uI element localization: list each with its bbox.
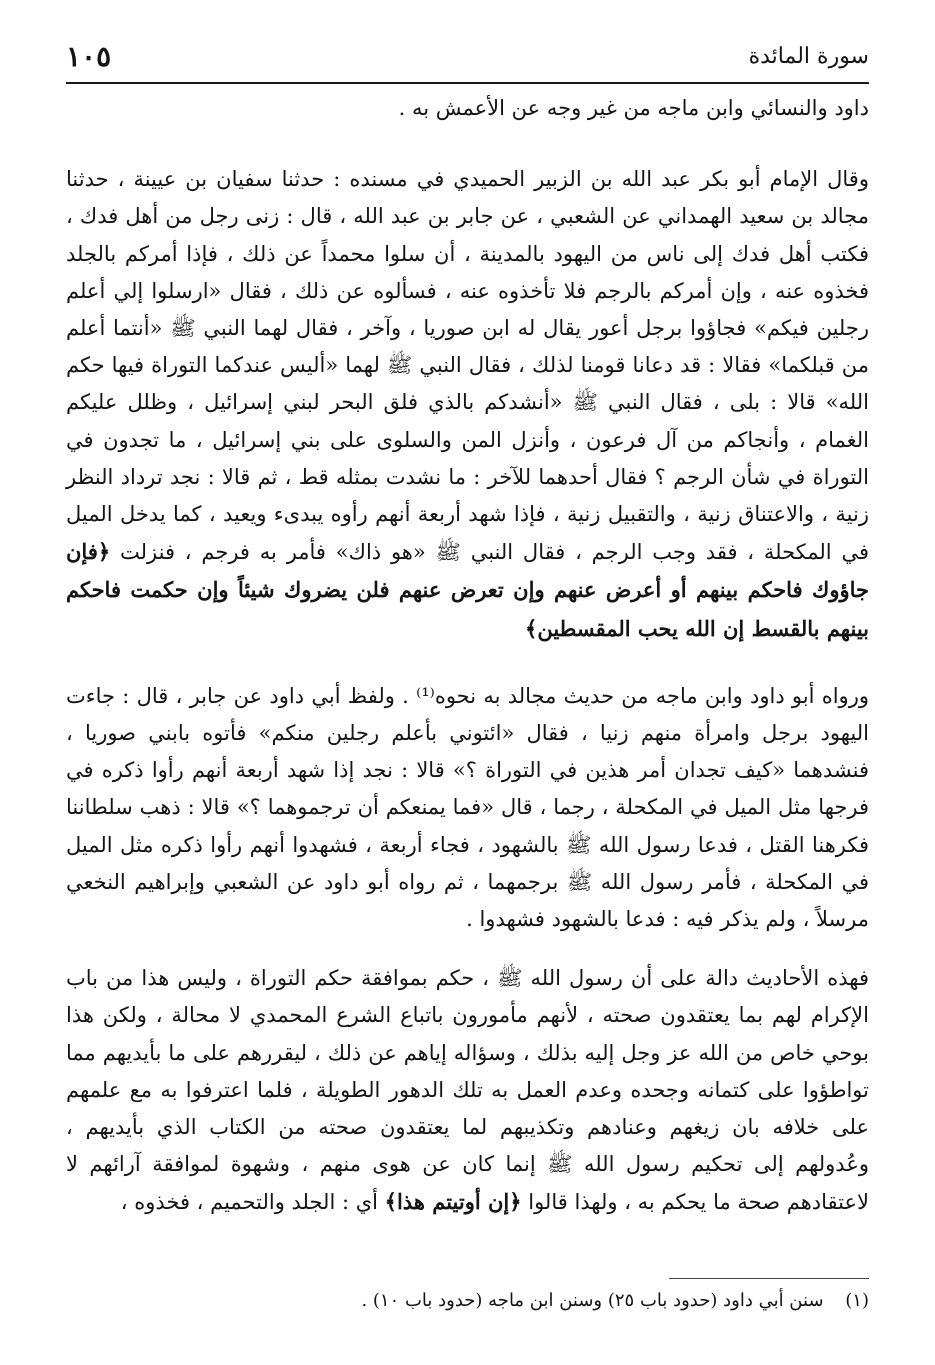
page-header — [66, 40, 869, 80]
paragraph-2-text: وقال الإمام أبو بكر عبد الله بن الزبير الحميدي في مسنده : حدثنا سفيان بن عيينة ، حدثنا مجالد بن سعيد الهمداني عن الشعبي ، عن جابر بن عبد الله ، قال : زنى رجل من أهل فدك ، فكتب أهل فدك إلى ناس من اليهود بالمدينة ، أن سلوا محمداً عن ذلك ، فإذا أمركم بالجلد فخذوه عنه ، وإن أمركم بالرجم فلا تأخذوه عنه ، فسألوه عن ذلك ، فقال «ارسلوا إلي أعلم رجلين فيكم» فجاؤوا برجل أعور يقال له ابن صوريا ، وآخر ، فقال لهما النبي ﷺ «أنتما أعلم من قبلكما» فقالا : قد دعانا قومنا لذلك ، فقال النبي ﷺ لهما «أليس عندكما التوراة فيها حكم الله» قالا : بلى ، فقال النبي ﷺ «أنشدكم بالذي فلق البحر لبني إسرائيل ، وظلل عليكم الغمام ، وأنجاكم من آل فرعون ، وأنزل المن والسلوى على بني إسرائيل ، ما تجدون في التوراة في شأن الرجم ؟ فقال أحدهما للآخر : ما نشدت بمثله قط ، ثم قالا : نجد ترداد النظر زنية ، والاعتناق زنية ، والتقبيل زنية ، فإذا شهد أربعة أنهم رأوه يبدىء ويعيد ، كما يدخل الميل في المكحلة ، فقد وجب الرجم ، فقال النبي ﷺ «هو ذاك» فأمر به فرجم ، فنزلت — [66, 167, 869, 565]
footnote-text: سنن أبي داود (حدود باب ٢٥) وسنن ابن ماجه (حدود باب ١٠) . — [361, 1290, 824, 1311]
quran-verse: ﴿إن أوتيتم هذا﴾ — [384, 1189, 522, 1215]
paragraph-4-tail: أي : الجلد والتحميم ، فخذوه ، — [120, 1190, 378, 1215]
footnote-number: (١) — [845, 1290, 869, 1311]
paragraph-1: داود والنسائي وابن ماجه من غير وجه عن الأعمش به . — [398, 96, 869, 120]
footnote — [66, 1287, 869, 1315]
paragraph-spacer — [66, 938, 869, 960]
footnote-rule — [669, 1278, 869, 1279]
surah-title: سورة المائدة — [748, 44, 869, 69]
header-rule — [66, 82, 869, 84]
page-body — [66, 90, 869, 1222]
paragraph-4 — [66, 960, 869, 1221]
paragraph-2 — [66, 161, 869, 648]
paragraph-3: ورواه أبو داود وابن ماجه من حديث مجالد به نحوه⁽¹⁾ . ولفظ أبي داود عن جابر ، قال : جاءت اليهود برجل وامرأة منهم زنيا ، فقال «ائتوني بأعلم رجلين منكم» فأتوه بابني صوريا ، فنشدهما «كيف تجدان أمر هذين في التوراة ؟» قالا : نجد إذا شهد أربعة أنهم رأوا ذكره في فرجها مثل الميل في المكحلة ، رجما ، قال «فما يمنعكم أن ترجموهما ؟» قالا : ذهب سلطاننا فكرهنا القتل ، فدعا رسول الله ﷺ بالشهود ، فجاء أربعة ، فشهدوا أنهم رأوا ذكره مثل الميل في المكحلة ، فأمر رسول الله ﷺ برجمهما ، ثم رواه أبو داود عن الشعبي وإبراهيم النخعي مرسلاً ، ولم يذكر فيه : فدعا بالشهود فشهدوا . — [66, 683, 869, 932]
paragraph-4-text: فهذه الأحاديث دالة على أن رسول الله ﷺ ، حكم بموافقة حكم التوراة ، وليس هذا من باب الإكرام لهم بما يعتقدون صحته ، لأنهم مأمورون باتباع الشرع المحمدي لا محالة ، ولكن هذا بوحي خاص من الله عز وجل إليه بذلك ، وسؤاله إياهم عن ذلك ، ليقررهم على ما بأيديهم مما تواطؤوا على كتمانه وجحده وعدم العمل به تلك الدهور الطويلة ، فلما اعترفوا به مع علمهم على خلافه بان زيغهم وعنادهم وتكذيبهم لما يعتقدون صحته من الكتاب الذي بأيديهم ، وعُدولهم إلى تحكيم رسول الله ﷺ إنما كان عن هوى منهم ، وشهوة لموافقة آرائهم لا لاعتقادهم صحة ما يحكم به ، ولهذا قالوا — [66, 966, 869, 1215]
paragraph-spacer — [66, 648, 869, 678]
page-number: ١٠٥ — [66, 40, 112, 73]
paragraph-spacer — [66, 127, 869, 161]
quran-verse: ﴿فإن جاؤوك فاحكم بينهم أو أعرض عنهم وإن تعرض عنهم فلن يضروك شيئاً وإن حكمت فاحكم بينهم بالقسط إن الله يحب المقسطين﴾ — [66, 539, 869, 641]
